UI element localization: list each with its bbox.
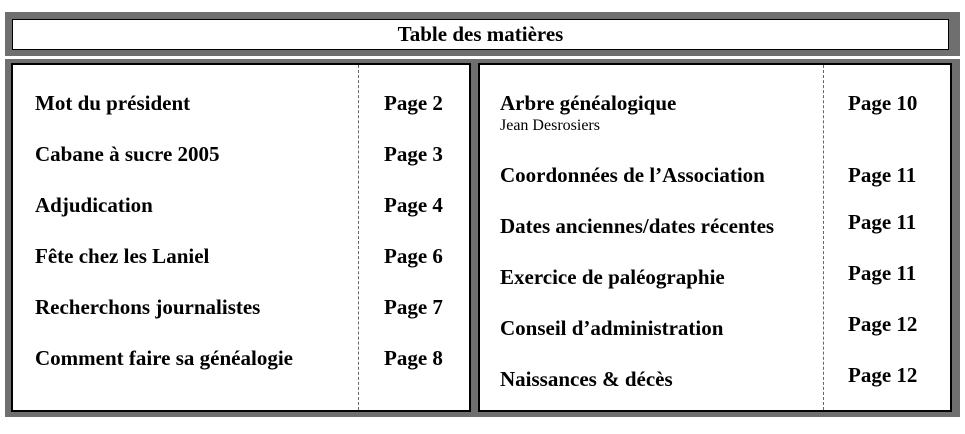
page-title: Table des matières [12, 19, 949, 50]
toc-entry-page: Page 2 [384, 91, 443, 115]
toc-entry-title: Mot du président [35, 91, 191, 115]
toc-entry-page: Page 10 [848, 91, 918, 115]
toc-entry-title: Comment faire sa généalogie [35, 346, 293, 370]
toc-entry-author: Jean Desrosiers [500, 117, 600, 134]
toc-entry-page: Page 3 [384, 142, 443, 166]
toc-entry-page: Page 6 [384, 244, 443, 268]
toc-entry-page: Page 7 [384, 295, 443, 319]
toc-left-panel [11, 63, 471, 412]
toc-right-panel [478, 63, 952, 412]
toc-entry-title: Naissances & décès [500, 367, 673, 391]
toc-entry-title: Coordonnées de l’Association [500, 163, 765, 187]
toc-entry-title: Cabane à sucre 2005 [35, 142, 220, 166]
toc-entry-page: Page 4 [384, 193, 443, 217]
toc-entry-page: Page 12 [848, 363, 918, 387]
column-divider [358, 65, 359, 410]
toc-entry-title: Exercice de paléographie [500, 265, 725, 289]
toc-entry-page: Page 11 [848, 261, 917, 285]
toc-entry-page: Page 11 [848, 163, 917, 187]
toc-entry-title: Recherchons journalistes [35, 295, 261, 319]
toc-entry-title: Conseil d’administration [500, 316, 724, 340]
toc-entry-title: Fête chez les Laniel [35, 244, 210, 268]
toc-entry-page: Page 11 [848, 210, 917, 234]
toc-entry-title: Dates anciennes/dates récentes [500, 214, 775, 238]
toc-entry-title: Arbre généalogique [500, 91, 677, 115]
toc-entry-page: Page 12 [848, 312, 918, 336]
toc-entry-page: Page 8 [384, 346, 443, 370]
column-divider [823, 65, 824, 410]
toc-entry-title: Adjudication [35, 193, 153, 217]
